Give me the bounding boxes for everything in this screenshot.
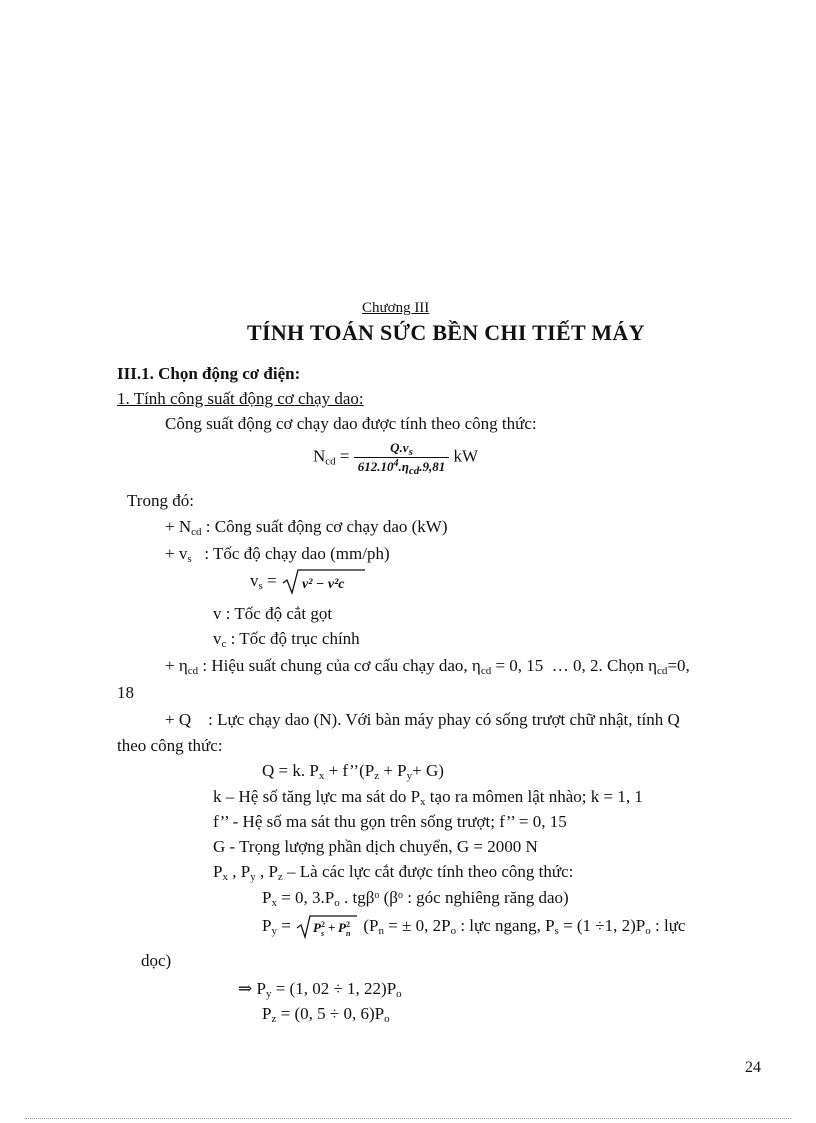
item-q-cont: theo công thức: bbox=[117, 736, 223, 755]
item-vs: + $v_s$ : Tốc độ chạy dao (mm/ph) bbox=[165, 544, 390, 565]
vs-formula: $v_s$ = v² − v²c bbox=[250, 568, 367, 596]
px-formula: $P_x = 0$, $3.P_o$ . tgβ$^o$ ($\beta^o$ : góc nghiêng răng dao) bbox=[262, 888, 569, 909]
item-v: v : Tốc độ cắt gọt bbox=[213, 604, 333, 623]
power-formula: $N_{cd}$ = $\frac{Q.v_s}{612.10^4.\eta_{cd}.9,81}$ kW bbox=[313, 440, 479, 477]
svg-text:P: P bbox=[313, 920, 322, 935]
where-label: Trong đó: bbox=[127, 491, 194, 510]
item-ncd: + $N_{cd}$ : Công suất động cơ chạy dao (kW) bbox=[165, 517, 448, 538]
item-q: + Q : Lực chạy dao (N). Với bàn máy phay có sống trượt chữ nhật, tính Q bbox=[165, 710, 680, 729]
def-f: f’’ - Hệ số ma sát thu gọn trên sống trượt; f’’ = 0, 15 bbox=[213, 812, 567, 831]
page-number: 24 bbox=[745, 1059, 761, 1076]
svg-text:+: + bbox=[328, 920, 336, 935]
page-bottom-divider bbox=[25, 1118, 791, 1119]
intro-text: Công suất động cơ chạy dao được tính theo công thức: bbox=[165, 414, 537, 433]
svg-text:s: s bbox=[321, 929, 325, 938]
power-fraction: $\frac{Q.v_s}{612.10^4.\eta_{cd}.9,81}$ bbox=[354, 440, 450, 475]
def-p: $P_x$ , $P_y$ , $P_z$ – Là các lực cắt được tính theo công thức: bbox=[213, 862, 574, 883]
chapter-title: TÍNH TOÁN SỨC BỀN CHI TIẾT MÁY bbox=[247, 320, 645, 345]
section-heading: III.1. Chọn động cơ điện: bbox=[117, 364, 301, 383]
sqrt-py bbox=[295, 914, 359, 940]
item-eta: + $\eta_{cd}$ : Hiệu suất chung của cơ cấu chạy dao, $\eta_{cd} = 0$, 15 … 0, 2. Chọn $\eta_{cd}=0$, bbox=[165, 656, 690, 677]
svg-text:2: 2 bbox=[321, 920, 326, 929]
q-formula: Q = k. $P_x$ + $f’’(P_z + P_y+ G)$ bbox=[262, 761, 444, 782]
py-formula: $P_y$ = P 2 s + P 2 n ($P_n$ = ± 0, $2P_o$ : lực ngang, $P_s = (1 \div 1$, $2)P_o$ : lực bbox=[262, 915, 686, 938]
svg-text:P: P bbox=[338, 920, 347, 935]
sqrt-radicand: v² − v²c bbox=[301, 577, 345, 592]
item-vc: $v_c$ : Tốc độ trục chính bbox=[213, 629, 360, 650]
svg-text:2: 2 bbox=[346, 920, 351, 929]
svg-text:n: n bbox=[346, 929, 351, 938]
pz-formula: $P_z = (0$, 5 ÷ 0, $6)P_o$ bbox=[262, 1004, 390, 1025]
sqrt-symbol bbox=[281, 568, 367, 596]
item-eta-cont: 18 bbox=[117, 683, 134, 702]
py-cont: dọc) bbox=[141, 951, 172, 970]
def-g: G - Trọng lượng phần dịch chuyển, G = 2000 N bbox=[213, 837, 538, 856]
def-k: k – Hệ số tăng lực ma sát do $P_x$ tạo ra mômen lật nhào; k = 1, 1 bbox=[213, 787, 643, 808]
subsection-title: 1. Tính công suất động cơ chạy dao: bbox=[117, 389, 364, 408]
chapter-label: Chương III bbox=[362, 300, 430, 316]
py2-formula: ⇒ $P_y = (1$, 02 ÷ 1, $22)P_o$ bbox=[238, 979, 402, 1000]
